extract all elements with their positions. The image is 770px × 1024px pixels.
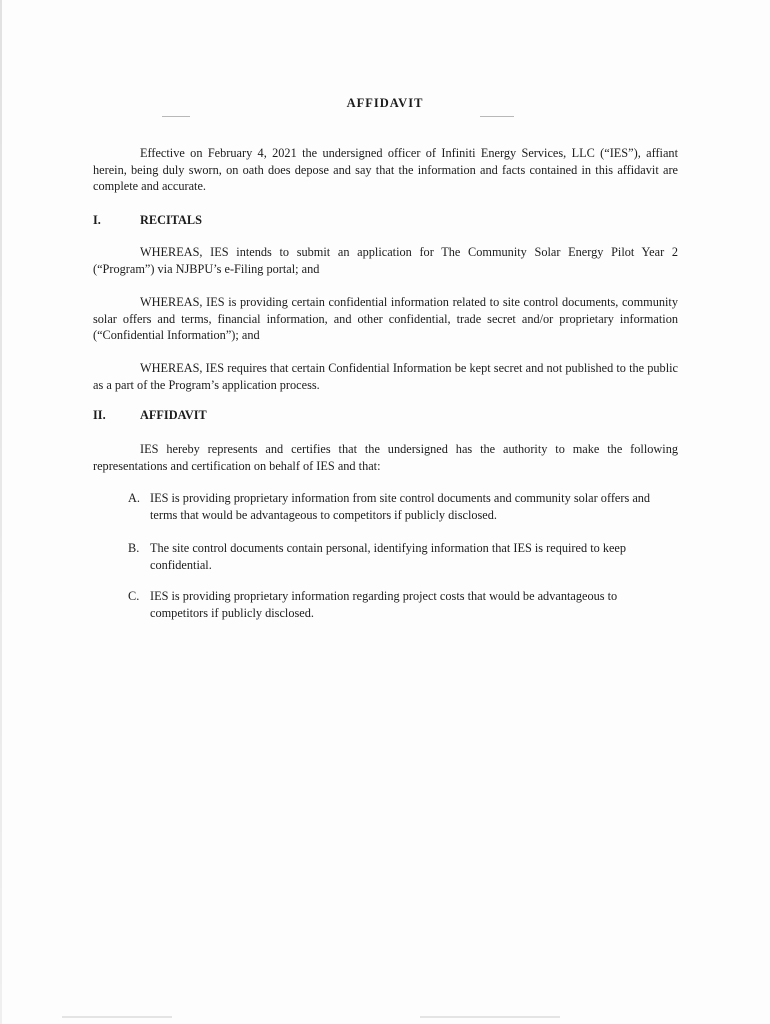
section-title: RECITALS bbox=[140, 213, 202, 227]
scan-edge bbox=[0, 0, 2, 1024]
affidavit-intro-paragraph: IES hereby represents and certifies that the undersigned has the authority to make the following representations and certification on behalf of IES and that: bbox=[93, 442, 678, 473]
list-marker: C. bbox=[128, 589, 140, 603]
list-item bbox=[128, 490, 678, 523]
section-number: II. bbox=[93, 408, 106, 422]
section-title: AFFIDAVIT bbox=[140, 408, 207, 422]
list-item-text: The site control documents contain personal, identifying information that IES is required to keep confidential. bbox=[150, 541, 627, 572]
scan-mark bbox=[480, 116, 514, 117]
section-heading-affidavit bbox=[93, 407, 207, 423]
section-heading-recitals bbox=[93, 212, 202, 228]
recital-paragraph-1: WHEREAS, IES intends to submit an application for The Community Solar Energy Pilot Year 2 (“Program”) via NJBPU’s e-Filing portal; and bbox=[93, 245, 678, 276]
scan-smudge bbox=[62, 1016, 172, 1018]
recital-paragraph-2: WHEREAS, IES is providing certain confidential information related to site control documents, community solar offers and terms, financial information, and other confidential, trade secret and/or proprietary information (“Confidential Information”); and bbox=[93, 295, 678, 342]
scan-smudge bbox=[420, 1016, 560, 1018]
intro-paragraph: Effective on February 4, 2021 the undersigned officer of Infiniti Energy Services, LLC (“IES”), affiant herein, being duly sworn, on oath does depose and say that the information and facts contained in this affidavit are complete and accurate. bbox=[93, 146, 678, 193]
list-item bbox=[128, 588, 678, 621]
section-number: I. bbox=[93, 213, 101, 227]
list-item bbox=[128, 540, 678, 573]
list-item-text: IES is providing proprietary information regarding project costs that would be advantageous to competitors if publicly disclosed. bbox=[150, 589, 618, 620]
list-marker: A. bbox=[128, 491, 140, 505]
list-item-text: IES is providing proprietary information from site control documents and community solar offers and terms that would be advantageous to competitors if publicly disclosed. bbox=[150, 491, 651, 522]
scan-mark bbox=[162, 116, 190, 117]
list-marker: B. bbox=[128, 541, 140, 555]
document-title: AFFIDAVIT bbox=[346, 96, 424, 110]
recital-paragraph-3: WHEREAS, IES requires that certain Confidential Information be kept secret and not published to the public as a part of the Program’s application process. bbox=[93, 361, 678, 392]
